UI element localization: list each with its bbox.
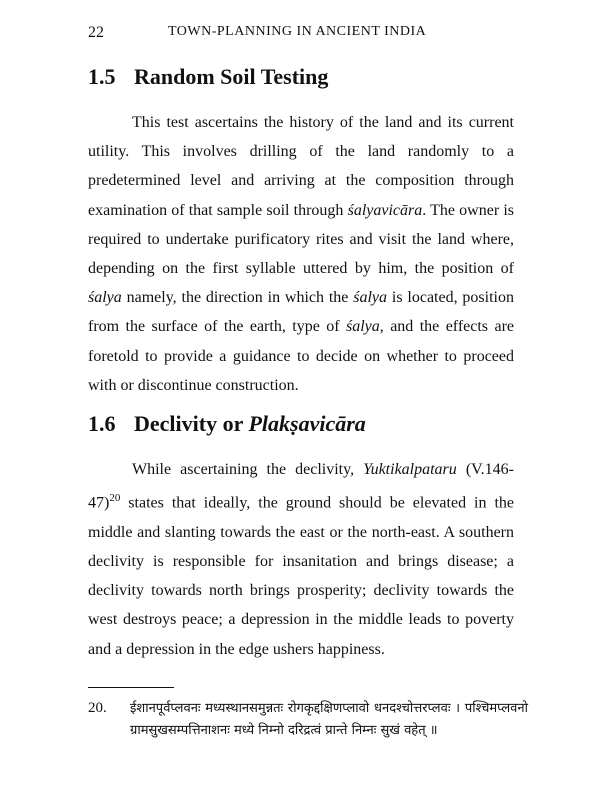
section-number: 1.6 [88, 411, 116, 436]
section-title-italic: Plakṣavicāra [248, 411, 366, 436]
section-number: 1.5 [88, 64, 116, 89]
footnote-rule [88, 687, 174, 688]
section-paragraph: This test ascertains the history of the land and its current utility. This involves drilling of the land randomly to a predetermined level and arriving at the composition through examination of that sample soil through śalyavicāra. The owner is required to undertake purificatory rites and visit the land where, depending on the first syllable uttered by him, the position of śalya namely, the direction in which the śalya is located, position from the surface of the earth, type of śalya, and the effects are foretold to provide a guidance to decide on whether to proceed with or discontinue construction. [88, 114, 514, 394]
italic-term: śalya [88, 289, 122, 307]
running-title: TOWN-PLANNING IN ANCIENT INDIA [168, 24, 427, 39]
section-heading-1-6 [88, 411, 366, 437]
section-heading-1-5 [88, 64, 328, 90]
running-head [88, 24, 528, 46]
italic-term: śalya [353, 289, 388, 307]
section-title: Declivity or [134, 411, 249, 436]
italic-term: śalya [345, 318, 380, 336]
section-title: Random Soil Testing [134, 64, 329, 89]
italic-term: śalyavicāra [347, 201, 423, 219]
footnote-ref: 20 [109, 492, 121, 505]
footnote-number: 20. [88, 700, 107, 716]
italic-term: Yuktikalpataru [363, 461, 457, 478]
section-paragraph: While ascertaining the declivity, Yuktikalpataru $(V.146-47)^{20}$ states that ideally, the ground should be elevated in the middle and slanting towards the east or the north-east. A southern declivity is responsible for insanitation and brings disease; a declivity towards north brings prosperity; declivity towards the west destroys peace; a depression in the middle leads to poverty and a depression in the edge ushers happiness. [88, 461, 514, 658]
footnote-text: ईशानपूर्वप्लवनः मध्यस्थानसमुन्नतः रोगकृद्दक्षिणप्लावो धनदश्चोत्तरप्लवः । पश्चिमप्लवनो ग्रामसुखसम्पत्तिनाशनः मध्ये निम्नो दरिद्रत्वं प्रान्ते निम्नः सुखं वहेत् ॥ [130, 701, 528, 738]
page-number: 22 [88, 24, 104, 41]
